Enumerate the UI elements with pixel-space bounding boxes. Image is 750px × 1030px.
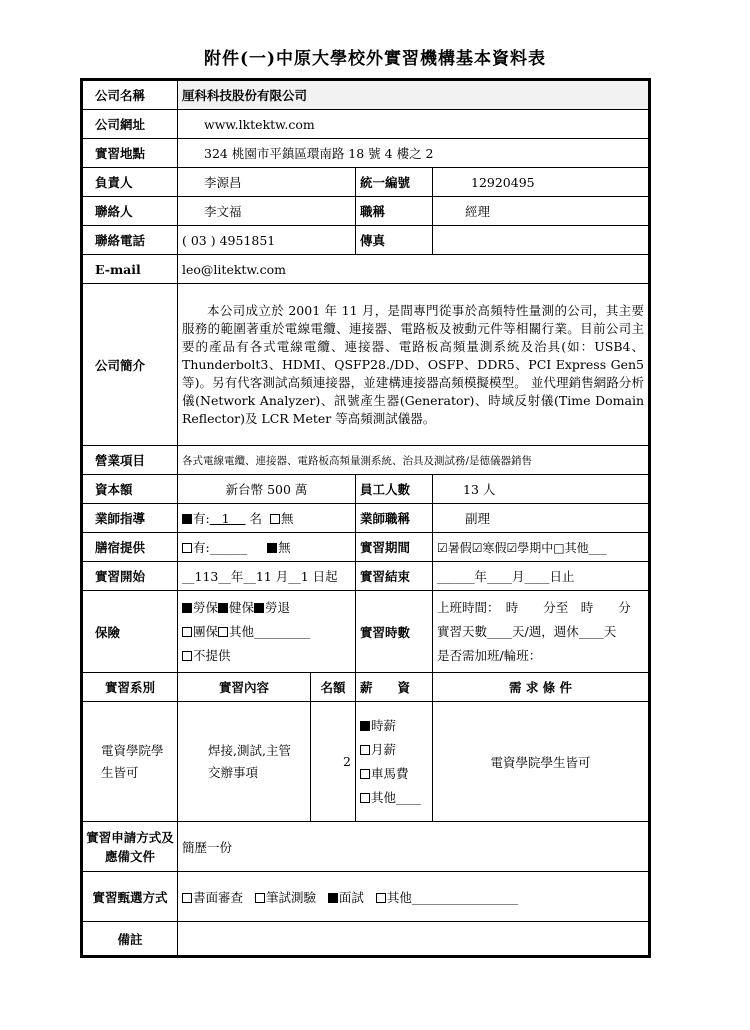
hours-details — [433, 591, 649, 673]
business-value: 各式電線電纜、連接器、電路板高頻量測系統、治具及測試務/是德儀器銷售 — [178, 446, 649, 475]
travel-allowance-checkbox[interactable] — [360, 769, 370, 779]
select-other-checkbox[interactable] — [376, 893, 386, 903]
mentor-options — [178, 504, 356, 533]
lodging-no-checkbox[interactable] — [267, 543, 277, 553]
overtime-text: 是否需加班/輪班： — [437, 647, 542, 663]
mentor-no-checkbox[interactable] — [270, 514, 280, 524]
email-value: leo@litektw.com — [178, 255, 649, 284]
pension-text: 勞退 — [265, 599, 291, 615]
lodging-label: 膳宿提供 — [83, 533, 178, 562]
requirement-value: 電資學院學生皆可 — [433, 702, 649, 822]
apply-value: 簡歷一份 — [178, 822, 649, 872]
lodging-no-text: 無 — [278, 540, 291, 555]
mentor-label: 業師指導 — [83, 504, 178, 533]
paper-review-text: 書面審查 — [193, 889, 244, 905]
fax-label: 傳真 — [356, 226, 433, 255]
paper-review-checkbox[interactable] — [182, 893, 192, 903]
employees-value: 13 人 — [433, 475, 649, 504]
insurance-label: 保險 — [83, 591, 178, 673]
salary-other-checkbox[interactable] — [360, 793, 370, 803]
owner-value: 李源昌 — [178, 168, 356, 197]
work-days-text: 實習天數____天/週，週休____天 — [437, 623, 617, 639]
job-title-value: 經理 — [433, 197, 649, 226]
address-label: 實習地點 — [83, 139, 178, 168]
select-options — [178, 872, 649, 922]
insurance-options — [178, 591, 356, 673]
monthly-checkbox[interactable] — [360, 745, 370, 755]
requirement-header: 需 求 條 件 — [433, 673, 649, 702]
phone-label: 聯絡電話 — [83, 226, 178, 255]
lodging-yes-text: 有:______ — [193, 540, 248, 555]
work-time-text: 上班時間： 時 分至 時 分 — [437, 599, 631, 615]
contact-label: 聯絡人 — [83, 197, 178, 226]
content-value: 焊接,測試,主管交辦事項 — [178, 702, 311, 822]
select-label: 實習甄選方式 — [83, 872, 178, 922]
hours-label: 實習時數 — [356, 591, 433, 673]
interview-checkbox[interactable] — [328, 893, 338, 903]
hourly-text: 時薪 — [371, 717, 397, 733]
period-label: 實習期間 — [356, 533, 433, 562]
remark-label: 備註 — [83, 922, 178, 956]
start-label: 實習開始 — [83, 562, 178, 591]
tax-id-value: 12920495 — [433, 168, 649, 197]
employees-label: 員工人數 — [356, 475, 433, 504]
written-test-checkbox[interactable] — [255, 893, 265, 903]
remark-value — [178, 922, 649, 956]
salary-other-text: 其他____ — [371, 789, 422, 805]
insurance-other-text: 其他_________ — [229, 623, 311, 639]
mentor-title-value: 副理 — [433, 504, 649, 533]
business-label: 營業項目 — [83, 446, 178, 475]
written-test-text: 筆試測驗 — [265, 889, 316, 905]
pension-checkbox[interactable] — [254, 603, 264, 613]
form-table — [82, 80, 649, 956]
page-title: 附件(一)中原大學校外實習機構基本資料表 — [203, 49, 547, 69]
owner-label: 負責人 — [83, 168, 178, 197]
labor-insurance-checkbox[interactable] — [182, 603, 192, 613]
tax-id-label: 統一編號 — [356, 168, 433, 197]
labor-insurance-text: 勞保 — [193, 599, 219, 615]
select-other-text: 其他_________________ — [386, 889, 519, 905]
capital-value: 新台幣 500 萬 — [178, 475, 356, 504]
no-insurance-checkbox[interactable] — [182, 651, 192, 661]
health-insurance-text: 健保 — [229, 599, 255, 615]
insurance-other-checkbox[interactable] — [218, 627, 228, 637]
website-value: www.lktektw.com — [178, 110, 649, 139]
lodging-yes-checkbox[interactable] — [182, 543, 192, 553]
fax-value — [433, 226, 649, 255]
travel-allowance-text: 車馬費 — [371, 765, 409, 781]
content-header: 實習內容 — [178, 673, 311, 702]
website-label: 公司網址 — [83, 110, 178, 139]
job-title-label: 職稱 — [356, 197, 433, 226]
quota-header: 名額 — [311, 673, 356, 702]
salary-options — [356, 702, 433, 822]
interview-text: 面試 — [338, 889, 364, 905]
salary-header: 薪 資 — [356, 673, 433, 702]
group-insurance-checkbox[interactable] — [182, 627, 192, 637]
quota-value: 2 — [311, 702, 356, 822]
health-insurance-checkbox[interactable] — [218, 603, 228, 613]
mentor-count: 1 — [221, 511, 230, 526]
apply-label: 實習申請方式及應備文件 — [83, 822, 178, 872]
contact-value: 李文福 — [178, 197, 356, 226]
mentor-unit: 名 — [249, 511, 262, 526]
mentor-title-label: 業師職稱 — [356, 504, 433, 533]
phone-value: ( 03 ) 4951851 — [178, 226, 356, 255]
mentor-yes-text: 有: — [193, 511, 210, 526]
company-name-label: 公司名稱 — [83, 81, 178, 110]
hourly-checkbox[interactable] — [360, 721, 370, 731]
intro-label: 公司簡介 — [83, 284, 178, 446]
intro-value: 本公司成立於 2001 年 11 月，是間專門從事於高頻特性量測的公司，其主要服務的範圍著重於電線電纜、連接器、電路板及被動元件等相關行業。目前公司主要的產品有各式電線電纜、連接器、電路板高頻量測系統及治具(如：USB4、Thunderbolt3、HDMI、QSFP28./DD、OSFP、DDR5、PCI Express Gen5 等)。另有代客測試高頻連接器，並建構連接器高頻模擬模型。 並代理銷售網路分析儀(Network Analyzer)、訊號產生器(Generator)、時域反射儀(Time Domain Reflector)及 LCR Meter 等高頻測試儀器。 — [178, 284, 649, 446]
group-insurance-text: 團保 — [193, 623, 219, 639]
mentor-no-text: 無 — [280, 511, 294, 526]
company-name-value: 厘科科技股份有限公司 — [178, 81, 649, 110]
email-label: E-mail — [83, 255, 178, 284]
capital-label: 資本額 — [83, 475, 178, 504]
monthly-text: 月薪 — [371, 741, 397, 757]
start-value: __113__年__11 月__1 日起 — [178, 562, 356, 591]
mentor-yes-checkbox[interactable] — [182, 514, 192, 524]
lodging-options — [178, 533, 356, 562]
period-value: ☑暑假☑寒假☑學期中□其他___ — [433, 533, 649, 562]
no-insurance-text: 不提供 — [193, 647, 231, 663]
dept-header: 實習系別 — [83, 673, 178, 702]
end-label: 實習結束 — [356, 562, 433, 591]
dept-value: 電資學院學生皆可 — [83, 702, 178, 822]
address-value: 324 桃園市平鎮區環南路 18 號 4 樓之 2 — [178, 139, 649, 168]
end-value: ______年____月____日止 — [433, 562, 649, 591]
